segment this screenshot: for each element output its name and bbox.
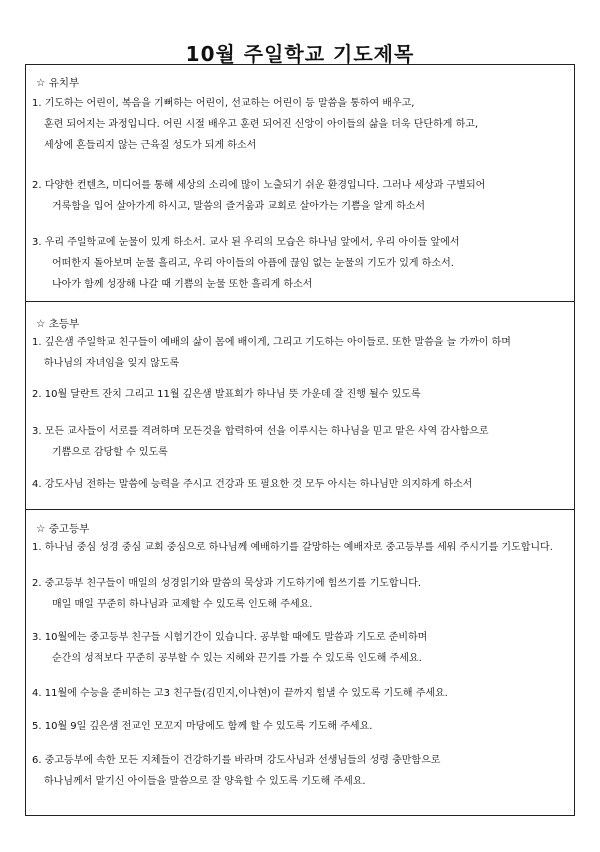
item-line: 5. 10월 9일 깊은샘 전교인 모꼬지 마당에도 함께 할 수 있도록 기도해 주세요.	[32, 721, 373, 732]
item-line: 1. 깊은샘 주일학교 친구들이 예배의 삶이 몸에 배이게, 그리고 기도하는 아이들로. 또한 말씀을 늘 가까이 하며	[32, 337, 511, 348]
item-line: 3. 우리 주일학교에 눈물이 있게 하소서. 교사 된 우리의 모습은 하나님 앞에서, 우리 아이들 앞에서	[32, 237, 460, 248]
list-item	[32, 750, 568, 792]
section-heading: ☆ 유치부	[36, 77, 80, 89]
item-line: 4. 강도사님 전하는 말씀에 능력을 주시고 건강과 또 필요한 것 모두 아시는 하나님만 의지하게 하소서	[32, 479, 473, 490]
list-item	[32, 537, 568, 558]
item-line: 순간의 성적보다 꾸준히 공부할 수 있는 지혜와 끈기를 가를 수 있도록 인도해 주세요.	[52, 653, 422, 664]
list-item	[32, 384, 568, 405]
item-line: 3. 10월에는 중고등부 친구들 시험기간이 있습니다. 공부할 때에도 말씀과 기도로 준비하며	[32, 632, 428, 643]
item-line: 2. 10월 달란트 잔치 그리고 11월 깊은샘 발표회가 하나님 뜻 가운데 잘 진행 될수 있도록	[32, 389, 421, 400]
item-line: 거룩함을 입어 살아가게 하시고, 말씀의 즐거움과 교회로 살아가는 기쁨을 알게 하소서	[52, 201, 426, 212]
item-line: 하나님의 자녀임을 잊지 않도록	[44, 358, 180, 369]
item-line: 4. 11월에 수능을 준비하는 고3 친구들(김민지,이나현)이 끝까지 힘낼 수 있도록 기도해 주세요.	[32, 688, 448, 699]
item-line: 1. 기도하는 어린이, 복음을 기뻐하는 어린이, 선교하는 어린이 등 말씀을 통하여 배우고,	[32, 98, 415, 109]
list-item	[32, 421, 568, 463]
section-kindergarten	[25, 64, 575, 302]
item-line: 하나님께서 맡기신 아이들을 말씀으로 잘 양육할 수 있도록 기도해 주세요.	[44, 776, 366, 787]
item-line: 세상에 흔들리지 않는 근육질 성도가 되게 하소서	[44, 140, 257, 151]
list-item	[32, 232, 568, 295]
list-item	[32, 627, 568, 669]
item-line: 2. 중고등부 친구들이 매일의 성경읽기와 말씀의 묵상과 기도하기에 힘쓰기를 기도합니다.	[32, 578, 422, 589]
page-title: 10월 주일학교 기도제목	[185, 42, 415, 66]
section-heading: ☆ 초등부	[36, 318, 80, 330]
list-item	[32, 332, 568, 374]
list-item	[32, 573, 568, 615]
section-youth	[25, 510, 575, 816]
section-elementary	[25, 302, 575, 510]
item-line: 1. 하나님 중심 성경 중심 교회 중심으로 하나님께 예배하기를 갈망하는 예배자로 중고등부를 세워 주시기를 기도합니다.	[32, 542, 553, 553]
item-line: 6. 중고등부에 속한 모든 지체들이 건강하기를 바라며 강도사님과 선생님들의 성령 충만함으로	[32, 755, 441, 766]
item-line: 훈련 되어지는 과정입니다. 어린 시절 배우고 훈련 되어진 신앙이 아이들의 삶을 더욱 단단하게 하고,	[44, 119, 479, 130]
section-heading: ☆ 중고등부	[36, 523, 90, 535]
item-line: 어떠한지 돌아보며 눈물 흘리고, 우리 아이들의 아픔에 끊임 없는 눈물의 기도가 있게 하소서.	[52, 258, 454, 269]
item-line: 매일 매일 꾸준히 하나님과 교제할 수 있도록 인도해 주세요.	[52, 599, 313, 610]
list-item	[32, 175, 568, 217]
item-line: 나아가 함께 성장해 나갈 때 기쁨의 눈물 또한 흘리게 하소서	[52, 279, 313, 290]
item-line: 3. 모든 교사들이 서로를 격려하며 모든것을 합력하여 선을 이루시는 하나님을 믿고 맡은 사역 감사함으로	[32, 426, 489, 437]
list-item	[32, 716, 568, 737]
list-item	[32, 683, 568, 704]
list-item	[32, 93, 568, 156]
list-item	[32, 474, 568, 495]
item-line: 2. 다양한 컨텐츠, 미디어를 통해 세상의 소리에 많이 노출되기 쉬운 환경입니다. 그러나 세상과 구별되어	[32, 180, 486, 191]
item-line: 기쁨으로 감당할 수 있도록	[52, 447, 168, 458]
